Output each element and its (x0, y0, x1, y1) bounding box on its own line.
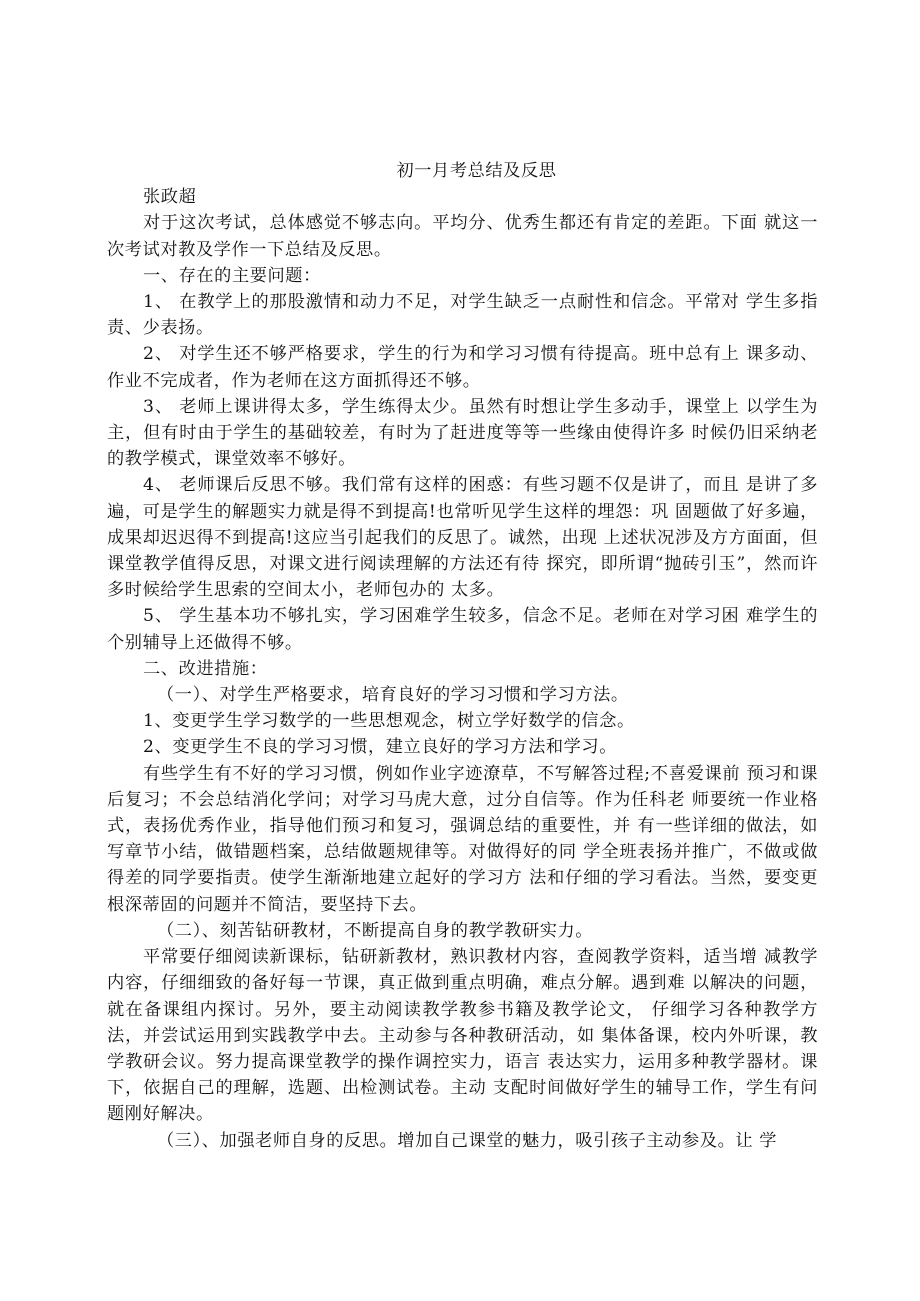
paragraph-teaching-research: 平常要仔细阅读新课标，钻研新教材，熟识教材内容，查阅教学资料，适当增 减教学内容，仔细细致的备好每一节课，真正做到重点明确，难点分解。遇到难 以解决的问题，就在备课组内探讨。另外，要主动阅读教学教参书籍及教学论文， 仔细学习各种教学方法，并尝试运用到实践教学中去。主动参与各种教研活动，如 集体备课，校内外听课，教学教研会议。努力提高课堂教学的操作调控实力，语言 表达实力，运用多种教学器材。课下，依据自己的理解，选题、出检测试卷。主动 支配时间做好学生的辅导工作，学生有问题刚好解决。 (107, 947, 818, 1125)
measure-point-2: 2、变更学生不良的学习习惯，建立良好的学习方法和学习。 (143, 737, 618, 758)
problem-item-5: 5、 学生基本功不够扎实，学习困难学生较多，信念不足。老师在对学习困 难学生的个别辅导上还做得不够。 (107, 606, 818, 653)
author-name: 张政超 (143, 187, 197, 208)
measure-heading-1: （一）、对学生严格要求，培育良好的学习习惯和学习方法。 (157, 685, 629, 706)
problem-item-4: 4、 老师课后反思不够。我们常有这样的困惑：有些习题不仅是讲了，而且 是讲了多遍，可是学生的解题实力就是得不到提高!也常听见学生这样的埋怨：巩 固题做了好多遍，成果却迟迟得不到提高!这应当引起我们的反思了。诚然，出现 上述状况涉及方方面面，但课堂教学值得反思，对课文进行阅读理解的方法还有待 探究，即所谓“抛砖引玉”，然而许多时候给学生思索的空间太小，老师包办的 太多。 (107, 475, 818, 601)
measure-point-1: 1、变更学生学习数学的一些思想观念，树立学好数学的信念。 (143, 711, 635, 732)
section-heading-measures: 二、改进措施： (143, 658, 268, 679)
document-body (107, 158, 818, 1154)
problem-item-1: 1、 在教学上的那股激情和动力不足，对学生缺乏一点耐性和信念。平常对 学生多指责、少表扬。 (107, 292, 818, 339)
problem-item-3: 3、 老师上课讲得太多，学生练得太少。虽然有时想让学生多动手，课堂上 以学生为主，但有时由于学生的基础较差，有时为了赶进度等等一些缘由使得许多 时候仍旧采纳老的教学模式，课堂效率不够好。 (107, 396, 818, 470)
problem-item-2: 2、 对学生还不够严格要求，学生的行为和学习习惯有待提高。班中总有上 课多动、作业不完成者，作为老师在这方面抓得还不够。 (107, 344, 818, 391)
paragraph-intro: 对于这次考试，总体感觉不够志向。平均分、优秀生都还有肯定的差距。下面 就这一次考试对教及学作一下总结及反思。 (107, 213, 818, 260)
section-heading-problems: 一、存在的主要问题： (143, 265, 321, 286)
paragraph-habits: 有些学生有不好的学习习惯，例如作业字迹潦草，不写解答过程;不喜爱课前 预习和课后复习；不会总结消化学问；对学习马虎大意，过分自信等。作为任科老 师要统一作业格式，表扬优秀作业，指导他们预习和复习，强调总结的重要性，并 有一些详细的做法，如写章节小结，做错题档案，总结做题规律等。对做得好的同 学全班表扬并推广，不做或做得差的同学要指责。使学生渐渐地建立起好的学习方 法和仔细的学习看法。当然，要变更根深蒂固的问题并不简洁，要坚持下去。 (107, 763, 818, 915)
measure-heading-2: （二）、刻苦钻研教材，不断提高自身的教学教研实力。 (157, 920, 594, 941)
measure-heading-3: （三）、加强老师自身的反思。增加自己课堂的魅力，吸引孩子主动参及。让 学 (157, 1130, 778, 1151)
document-title: 初一月考总结及反思 (396, 161, 557, 181)
